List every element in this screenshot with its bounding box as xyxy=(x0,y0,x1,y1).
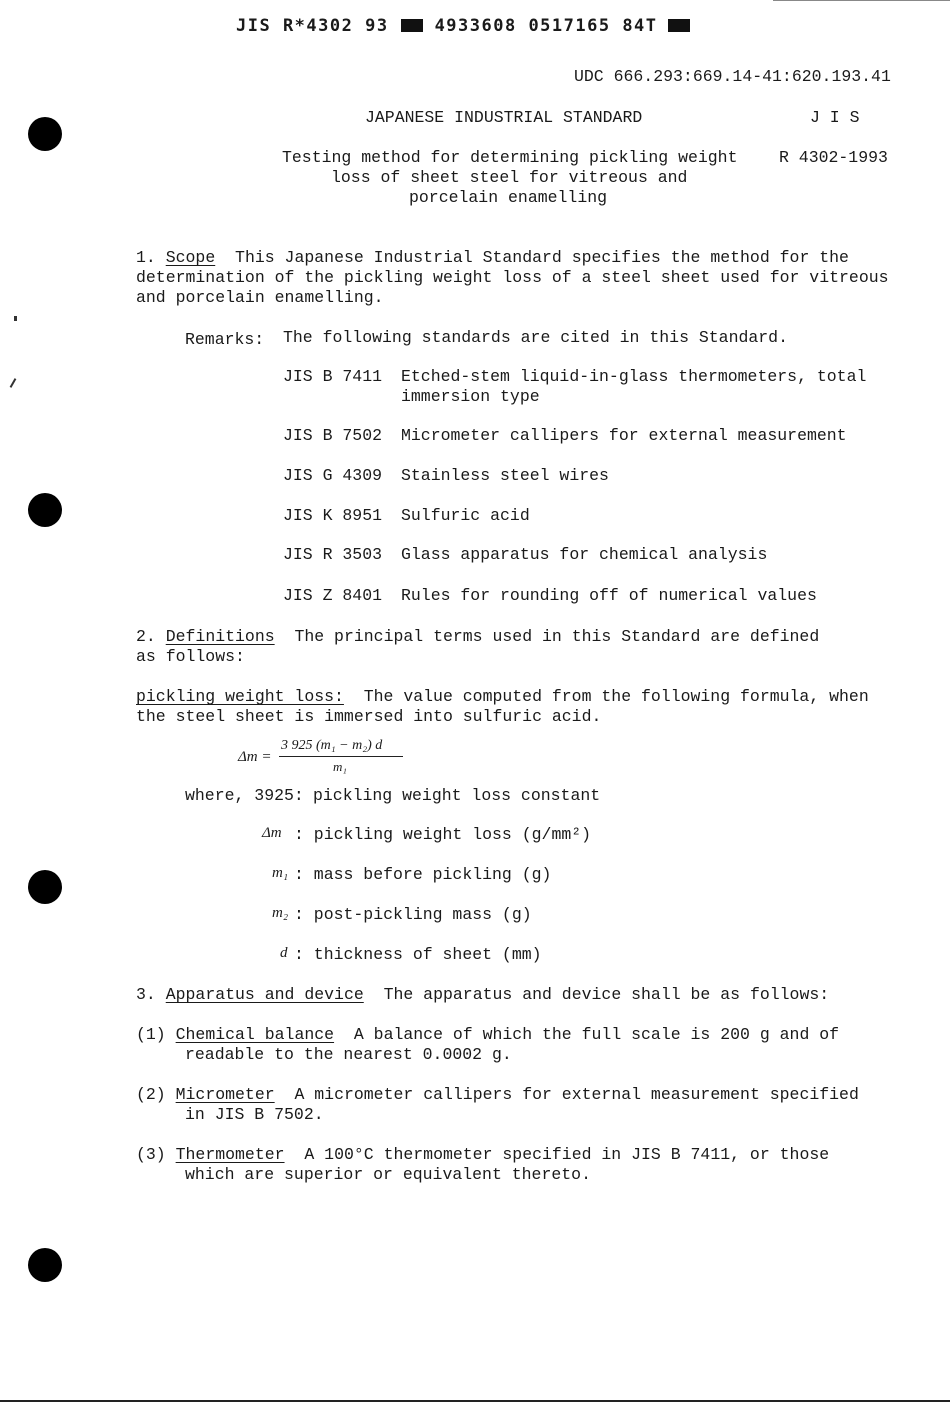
apparatus-term: Micrometer xyxy=(175,1085,275,1104)
where-text: pickling weight loss constant xyxy=(313,786,601,805)
ref-title: Glass apparatus for chemical analysis xyxy=(401,545,768,564)
ref-code: JIS R 3503 xyxy=(283,545,383,564)
remarks-text: The following standards are cited in this Standard. xyxy=(283,328,788,347)
bottom-rule xyxy=(0,1400,950,1402)
remarks-label: Remarks: xyxy=(185,330,265,349)
section3-heading: Apparatus and device xyxy=(165,985,364,1004)
header-code-part1: JIS R*4302 93 xyxy=(236,16,389,36)
apparatus-item-line2: readable to the nearest 0.0002 g. xyxy=(185,1045,512,1064)
title-line3: porcelain enamelling xyxy=(409,188,608,207)
ref-title-cont: immersion type xyxy=(401,387,540,406)
apparatus-item-line1 xyxy=(136,1145,829,1164)
apparatus-num: (1) xyxy=(136,1025,166,1044)
section1-line1 xyxy=(136,248,849,267)
mark-bar xyxy=(401,19,423,32)
where-definition: : post-pickling mass (g) xyxy=(294,905,532,924)
section2-heading: Definitions xyxy=(165,627,275,646)
formula-numerator: 3 925 (m₁ − m₂) d xyxy=(281,738,383,753)
mark-bar xyxy=(668,19,690,32)
apparatus-item-line1 xyxy=(136,1085,859,1104)
section2-number: 2. xyxy=(136,627,156,646)
section1-text: This Japanese Industrial Standard specifies the method for the xyxy=(235,248,849,267)
section3-line xyxy=(136,985,829,1004)
section1-line2: determination of the pickling weight loss of a steel sheet used for vitreous xyxy=(136,268,889,287)
title-line1: Testing method for determining pickling weight xyxy=(282,148,738,167)
ref-title: Etched-stem liquid-in-glass thermometers, total xyxy=(401,367,867,386)
apparatus-term: Thermometer xyxy=(175,1145,285,1164)
udc-number: UDC 666.293:669.14-41:620.193.41 xyxy=(574,67,891,86)
where-label: where, 3925: xyxy=(185,786,304,805)
apparatus-num: (3) xyxy=(136,1145,166,1164)
formula-denominator: m₁ xyxy=(333,759,347,774)
section1-number: 1. xyxy=(136,248,156,267)
definition-line1 xyxy=(136,687,869,706)
formula-lhs: Δm = xyxy=(238,749,272,765)
scan-speck xyxy=(10,378,17,388)
ref-title: Sulfuric acid xyxy=(401,506,530,525)
ref-code: JIS B 7411 xyxy=(283,367,383,386)
title-line2: loss of sheet steel for vitreous and xyxy=(331,168,688,187)
ref-code: JIS Z 8401 xyxy=(283,586,383,605)
section3-number: 3. xyxy=(136,985,156,1004)
where-definition: : mass before pickling (g) xyxy=(294,865,552,884)
where-definition: : thickness of sheet (mm) xyxy=(294,945,542,964)
standard-label: JAPANESE INDUSTRIAL STANDARD xyxy=(365,108,643,127)
apparatus-item-line2: in JIS B 7502. xyxy=(185,1105,324,1124)
punch-hole xyxy=(28,870,62,904)
scan-speck xyxy=(14,316,17,321)
where-symbol: Δm xyxy=(262,825,282,841)
apparatus-item-line1 xyxy=(136,1025,839,1044)
formula-fraction-bar xyxy=(279,756,403,757)
where-symbol: d xyxy=(280,945,288,961)
apparatus-text: A 100°C thermometer specified in JIS B 7411, or those xyxy=(304,1145,830,1164)
ref-title: Stainless steel wires xyxy=(401,466,609,485)
apparatus-num: (2) xyxy=(136,1085,166,1104)
header-code-part2: 4933608 0517165 84T xyxy=(434,16,658,36)
where-definition: : pickling weight loss (g/mm²) xyxy=(294,825,592,844)
section2-line1 xyxy=(136,627,819,646)
apparatus-text: A balance of which the full scale is 200 g and of xyxy=(353,1025,840,1044)
section3-text: The apparatus and device shall be as follows: xyxy=(383,985,830,1004)
section2-text: The principal terms used in this Standard are defined xyxy=(294,627,820,646)
header-barcode-line xyxy=(236,16,692,36)
ref-title: Rules for rounding off of numerical values xyxy=(401,586,817,605)
punch-hole xyxy=(28,1248,62,1282)
where-symbol: m₂ xyxy=(272,905,289,921)
punch-hole xyxy=(28,117,62,151)
section1-line3: and porcelain enamelling. xyxy=(136,288,384,307)
jis-mark: J I S xyxy=(810,108,860,127)
definition-line2: the steel sheet is immersed into sulfuric acid. xyxy=(136,707,602,726)
top-rule xyxy=(773,0,950,1)
section1-heading: Scope xyxy=(165,248,216,267)
ref-code: JIS G 4309 xyxy=(283,466,383,485)
ref-code: JIS K 8951 xyxy=(283,506,383,525)
punch-hole xyxy=(28,493,62,527)
ref-code: JIS B 7502 xyxy=(283,426,383,445)
standard-number: R 4302-1993 xyxy=(779,148,888,167)
apparatus-text: A micrometer callipers for external measurement specified xyxy=(294,1085,859,1104)
definition-text: The value computed from the following formula, when xyxy=(363,687,869,706)
section2-line2: as follows: xyxy=(136,647,245,666)
where-symbol: m₁ xyxy=(272,865,289,881)
apparatus-item-line2: which are superior or equivalent thereto. xyxy=(185,1165,591,1184)
ref-title: Micrometer callipers for external measurement xyxy=(401,426,847,445)
apparatus-term: Chemical balance xyxy=(175,1025,335,1044)
definition-term: pickling weight loss: xyxy=(136,687,344,706)
